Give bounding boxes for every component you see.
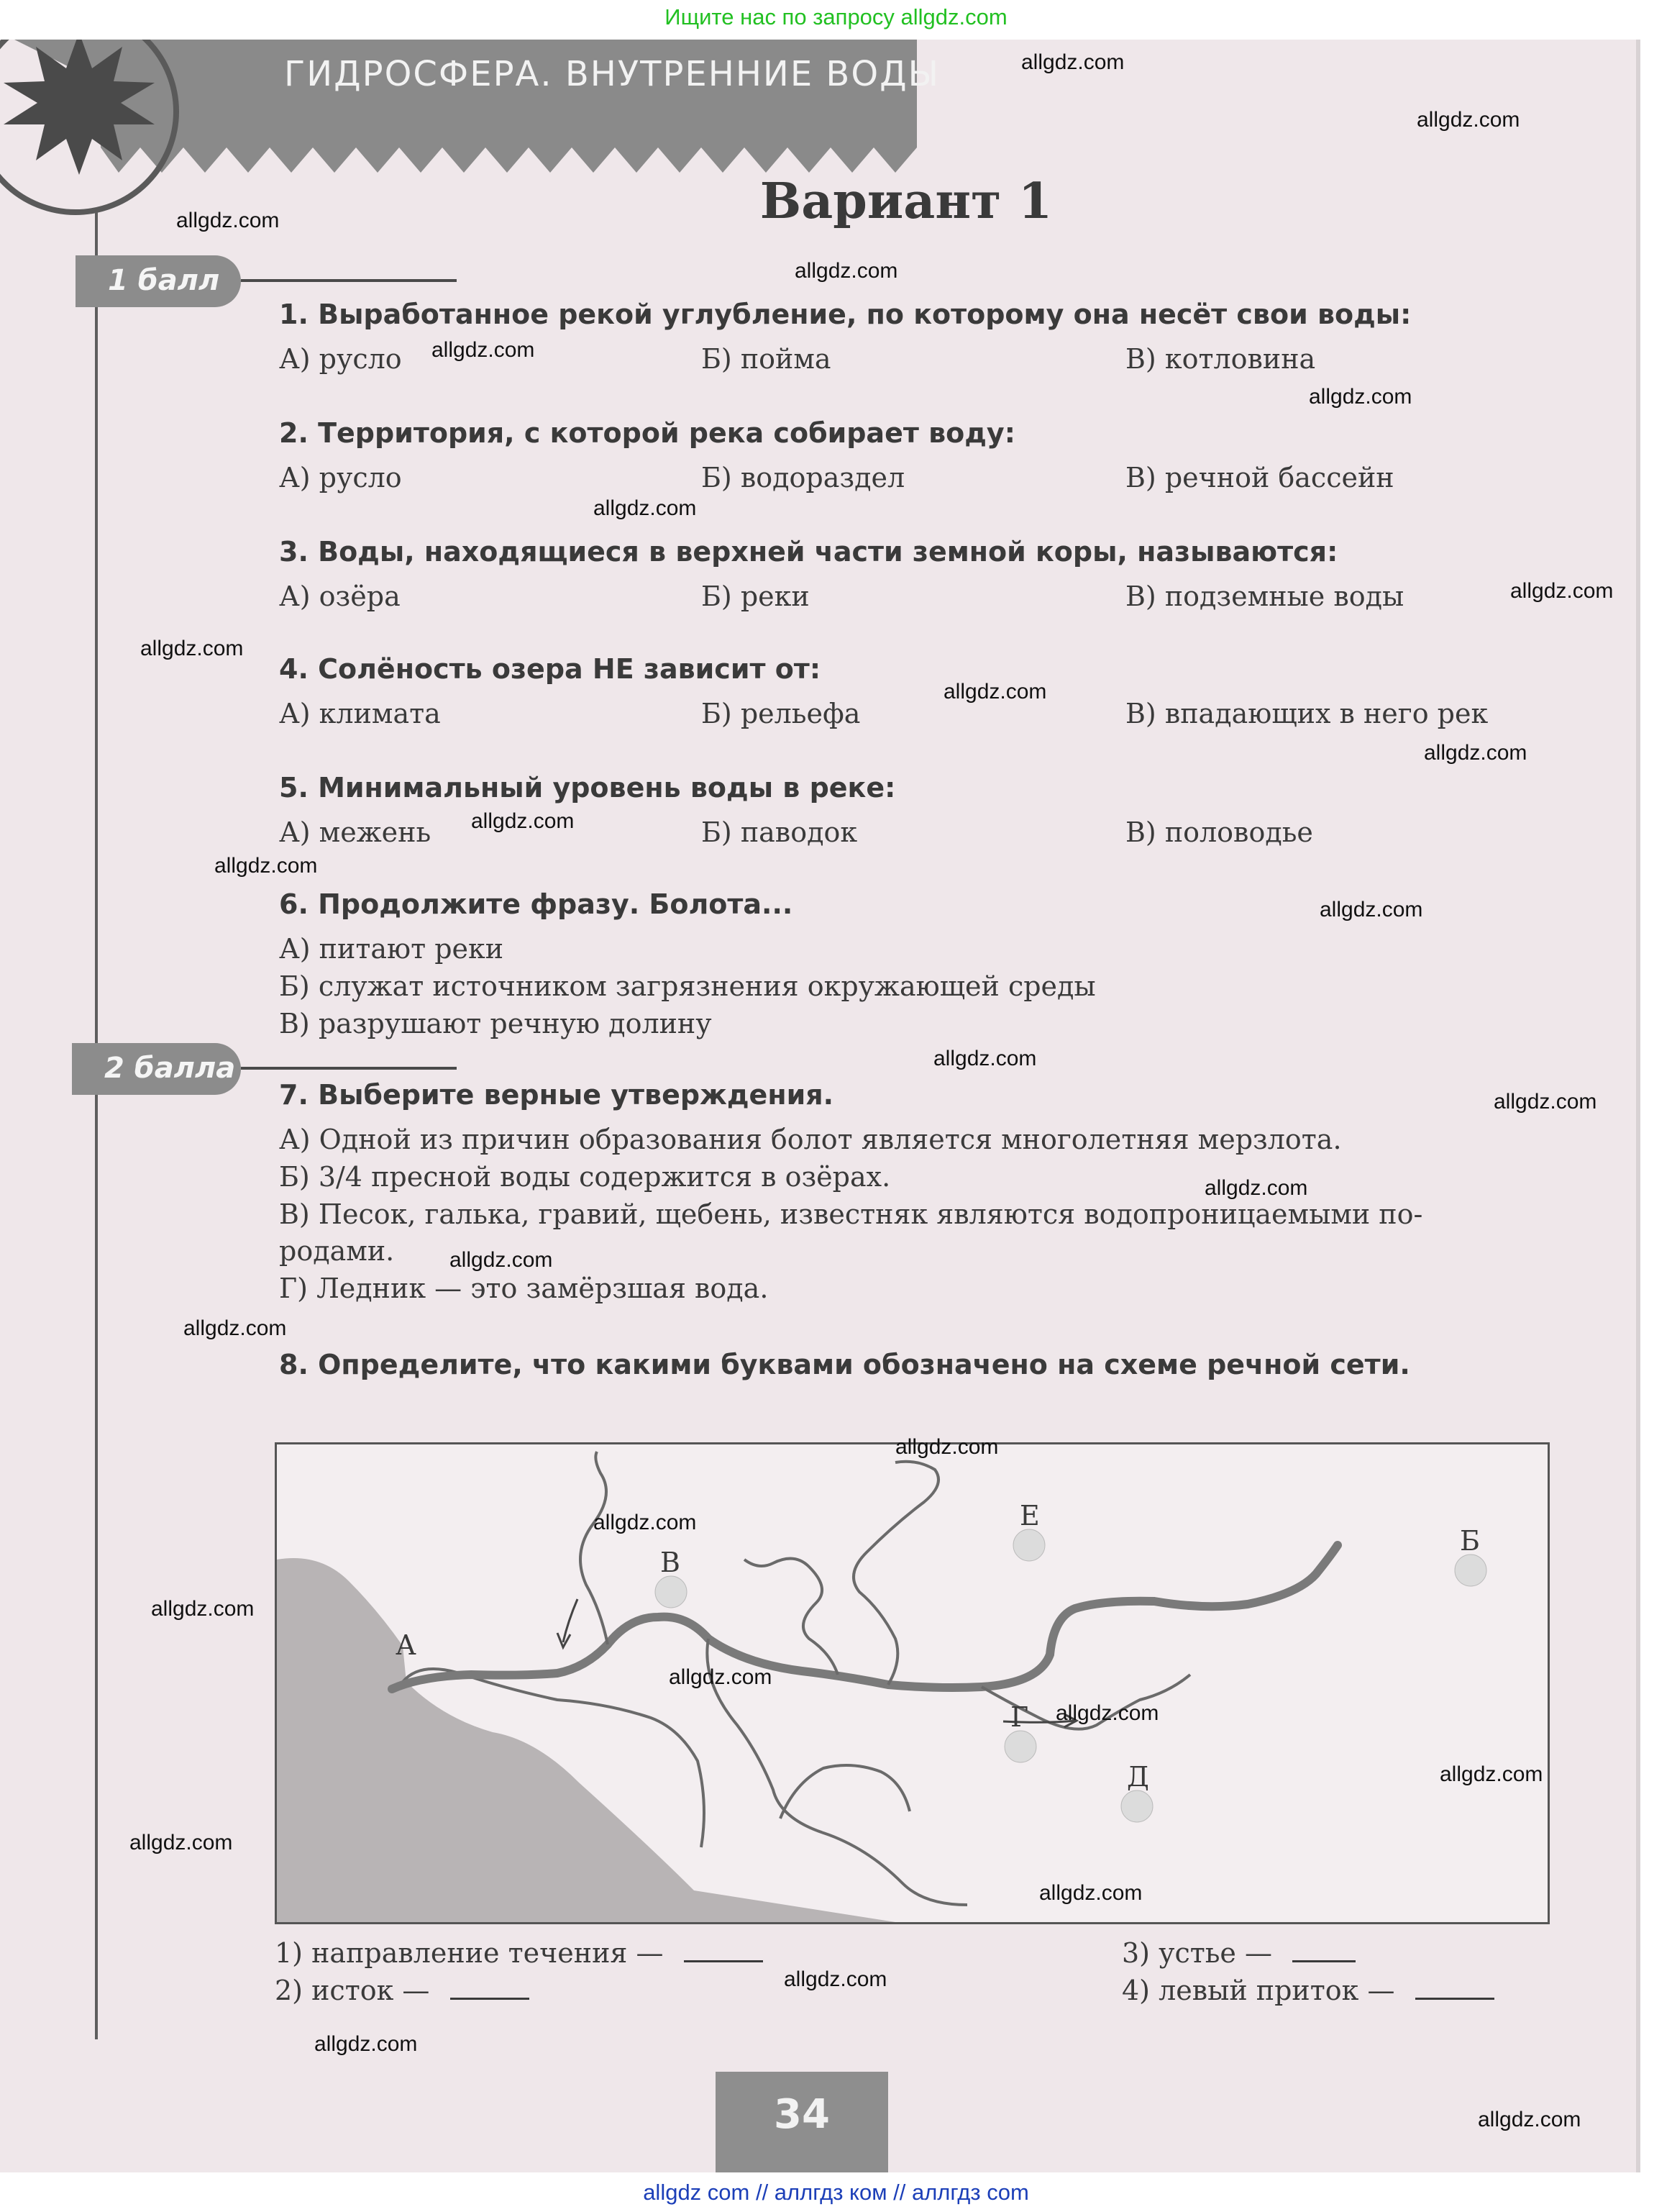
question-4: 4. Солёность озера НЕ зависит от: (279, 653, 821, 685)
score-badge-2: 2 балла (72, 1043, 241, 1095)
watermark[interactable]: allgdz.com (1309, 385, 1412, 409)
question-6: 6. Продолжите фразу. Болота... (279, 888, 793, 920)
watermark[interactable]: allgdz.com (151, 1597, 255, 1621)
map-letter-a: А (396, 1629, 416, 1661)
q6-option-c[interactable]: В) разрушают речную долину (279, 1008, 712, 1039)
watermark[interactable]: allgdz.com (895, 1435, 999, 1459)
watermark[interactable]: allgdz.com (176, 209, 280, 232)
q2-option-c[interactable]: В) речной бассейн (1125, 462, 1394, 493)
question-7: 7. Выберите верные утверждения. (279, 1079, 834, 1111)
watermark[interactable]: allgdz.com (1021, 50, 1125, 74)
watermark[interactable]: allgdz.com (784, 1967, 887, 1991)
answer-line-1[interactable] (275, 1937, 763, 1969)
answer-line-4[interactable] (1122, 1975, 1494, 2006)
q4-option-a[interactable]: А) климата (279, 698, 441, 729)
tributary-v (580, 1452, 608, 1644)
watermark[interactable]: allgdz.com (140, 637, 244, 660)
q4-option-c[interactable]: В) впадающих в него рек (1125, 698, 1489, 729)
watermark[interactable]: allgdz.com (1478, 2108, 1581, 2131)
q7-option-c-cont: родами. (279, 1235, 395, 1267)
answer-line-2[interactable] (275, 1975, 529, 2006)
watermark[interactable]: allgdz.com (1510, 579, 1614, 603)
watermark[interactable]: allgdz.com (449, 1248, 553, 1272)
q7-option-d[interactable]: Г) Ледник — это замёрзшая вода. (279, 1273, 769, 1304)
watermark[interactable]: allgdz.com (471, 809, 575, 833)
watermark[interactable]: allgdz.com (1205, 1176, 1308, 1200)
watermark[interactable]: allgdz.com (129, 1831, 233, 1854)
q6-option-b[interactable]: Б) служат источником загрязнения окружающей среды (279, 970, 1096, 1002)
variant-title: Вариант 1 (759, 173, 1053, 230)
answer-label-4: 4) левый приток — (1122, 1975, 1395, 2006)
q1-option-c[interactable]: В) котловина (1125, 343, 1316, 375)
watermark[interactable]: allgdz.com (183, 1316, 287, 1340)
bottom-banner[interactable]: allgdz com // аллгдз ком // аллгдз com (643, 2180, 1029, 2205)
q3-option-b[interactable]: Б) реки (701, 581, 810, 612)
main-river (392, 1545, 1338, 1689)
top-banner[interactable]: Ищите нас по запросу allgdz.com (664, 4, 1008, 29)
q1-option-a[interactable]: А) русло (279, 343, 402, 375)
q5-option-c[interactable]: В) половодье (1125, 816, 1313, 848)
score-line-1 (241, 279, 457, 282)
score-badge-1: 1 балл (76, 255, 241, 307)
question-1: 1. Выработанное рекой углубление, по которому она несёт свои воды: (279, 299, 1412, 330)
answer-label-1: 1) направление течения — (275, 1937, 664, 1969)
page-edge (1636, 40, 1640, 2172)
watermark[interactable]: allgdz.com (1417, 108, 1520, 132)
watermark[interactable]: allgdz.com (1440, 1762, 1543, 1786)
q3-option-a[interactable]: А) озёра (279, 581, 401, 612)
q7-option-c[interactable]: В) Песок, галька, гравий, щебень, известняк являются водопроницаемыми по- (279, 1198, 1423, 1230)
river-schema-drawing (277, 1444, 1548, 1922)
workbook-page (0, 40, 1640, 2172)
tributary-mid (744, 1559, 838, 1675)
watermark[interactable]: allgdz.com (1056, 1701, 1159, 1725)
map-letter-v: В (660, 1547, 680, 1578)
answer-blank-4[interactable] (1415, 1976, 1494, 2000)
question-5: 5. Минимальный уровень воды в реке: (279, 772, 896, 804)
q3-option-c[interactable]: В) подземные воды (1125, 581, 1404, 612)
watermark[interactable]: allgdz.com (314, 2032, 418, 2056)
tributary-e (854, 1462, 938, 1685)
answer-label-2: 2) исток — (275, 1975, 430, 2006)
map-letter-d: Д (1127, 1761, 1149, 1793)
q2-option-a[interactable]: А) русло (279, 462, 402, 493)
answer-blank-1[interactable] (684, 1939, 763, 1962)
watermark[interactable]: allgdz.com (1039, 1881, 1143, 1905)
map-letter-g: Г (1010, 1701, 1029, 1733)
watermark[interactable]: allgdz.com (1424, 741, 1527, 765)
question-8: 8. Определите, что какими буквами обозначено на схеме речной сети. (279, 1349, 1410, 1380)
section-title: ГИДРОСФЕРА. ВНУТРЕННИЕ ВОДЫ (284, 54, 940, 94)
q1-option-b[interactable]: Б) пойма (701, 343, 831, 375)
question-2: 2. Территория, с которой река собирает воду: (279, 417, 1015, 449)
q6-option-a[interactable]: А) питают реки (279, 933, 504, 965)
page-number: 34 (774, 2091, 830, 2138)
score-line-2 (241, 1067, 457, 1070)
margin-line (95, 212, 98, 2039)
q5-option-b[interactable]: Б) паводок (701, 816, 858, 848)
answer-line-3[interactable] (1122, 1937, 1356, 1969)
watermark[interactable]: allgdz.com (431, 338, 535, 362)
watermark[interactable]: allgdz.com (1320, 898, 1423, 921)
river-schema (275, 1442, 1550, 1924)
watermark[interactable]: allgdz.com (933, 1047, 1037, 1070)
watermark[interactable]: allgdz.com (795, 259, 898, 283)
watermark[interactable]: allgdz.com (214, 854, 318, 878)
q5-option-a[interactable]: А) межень (279, 816, 431, 848)
q2-option-b[interactable]: Б) водораздел (701, 462, 905, 493)
watermark[interactable]: allgdz.com (593, 496, 697, 520)
answer-blank-2[interactable] (450, 1976, 529, 2000)
answer-label-3: 3) устье — (1122, 1937, 1272, 1969)
tributary-d2 (780, 1765, 910, 1819)
watermark[interactable]: allgdz.com (944, 680, 1047, 704)
question-3: 3. Воды, находящиеся в верхней части земной коры, называются: (279, 536, 1338, 568)
q4-option-b[interactable]: Б) рельефа (701, 698, 861, 729)
watermark[interactable]: allgdz.com (593, 1511, 697, 1534)
answer-blank-3[interactable] (1292, 1939, 1356, 1962)
map-letter-b: Б (1460, 1525, 1480, 1557)
sea-area (277, 1558, 895, 1922)
q7-option-a[interactable]: А) Одной из причин образования болот является многолетняя мерзлота. (279, 1124, 1342, 1155)
q7-option-b[interactable]: Б) 3/4 пресной воды содержится в озёрах. (279, 1161, 891, 1193)
watermark[interactable]: allgdz.com (669, 1665, 772, 1689)
map-letter-e: Е (1020, 1500, 1040, 1531)
watermark[interactable]: allgdz.com (1494, 1090, 1597, 1114)
